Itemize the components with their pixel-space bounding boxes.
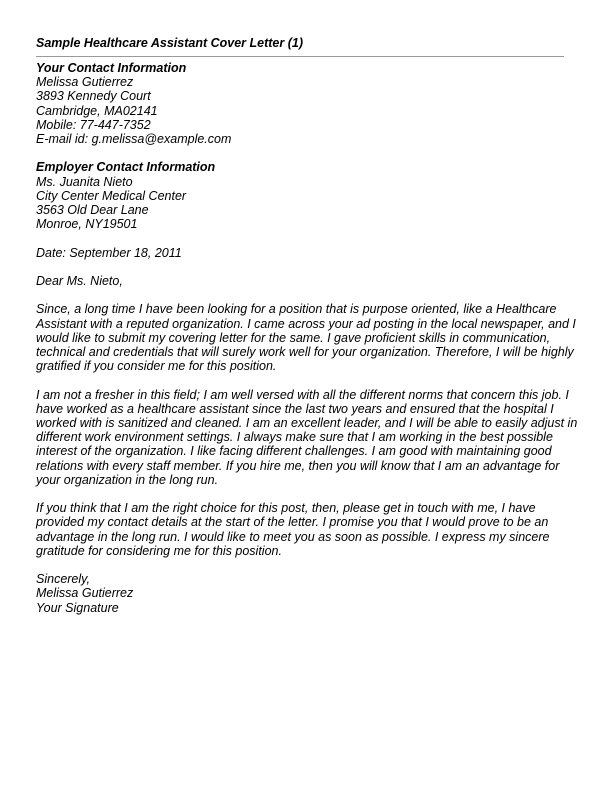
paragraph-line: have worked as a healthcare assistant since the last two years and ensured that the hospital I (36, 401, 554, 416)
spacer (36, 146, 571, 160)
your-contact-email: E-mail id: g.melissa@example.com (36, 132, 232, 147)
paragraph-line: advantage in the long run. I would like to meet you as soon as possible. I express my sincere (36, 529, 550, 544)
letter-body (36, 61, 578, 615)
paragraph-line: technical and credentials that will surely work well for your organization. Therefore, I will be highly (36, 345, 574, 359)
employer-contact-city: Monroe, NY19501 (36, 217, 138, 232)
paragraph-closing (36, 501, 571, 558)
spacer (36, 373, 571, 387)
your-contact-mobile: Mobile: 77-447-7352 (36, 117, 151, 132)
paragraph-line: If you think that I am the right choice for this post, then, please get in touch with me, I have (36, 501, 536, 516)
signature-placeholder: Your Signature (36, 600, 119, 615)
employer-contact-heading: Employer Contact Information (36, 160, 216, 175)
paragraph-line: relations with every staff member. If you hire me, then you will know that I am an advantage for (36, 458, 560, 473)
paragraph-line: gratitude for considering me for this position. (36, 543, 282, 558)
paragraph-line: provided my contact details at the start of the letter. I promise you that I would prove to be an (36, 515, 549, 530)
spacer (36, 260, 571, 274)
employer-contact-street: 3563 Old Dear Lane (36, 203, 149, 218)
title-divider (36, 56, 564, 57)
spacer (36, 231, 571, 245)
paragraph-experience (36, 387, 578, 487)
paragraph-line: would like to submit my covering letter for the same. I gave proficient skills in communication, (36, 330, 551, 345)
paragraph-line: gratified if you consider me for this position. (36, 359, 277, 374)
paragraph-line: I am not a fresher in this field; I am well versed with all the different norms that concern this job. I (36, 387, 569, 402)
your-contact-street: 3893 Kennedy Court (36, 89, 151, 104)
signer-name: Melissa Gutierrez (36, 586, 134, 601)
paragraph-intro (36, 302, 576, 374)
document-title: Sample Healthcare Assistant Cover Letter (1) (36, 36, 303, 50)
salutation: Dear Ms. Nieto, (36, 274, 123, 288)
spacer (36, 288, 571, 302)
your-contact-heading: Your Contact Information (36, 61, 187, 75)
letter-date: Date: September 18, 2011 (36, 245, 182, 260)
spacer (36, 558, 571, 572)
employer-contact-name: Ms. Juanita Nieto (36, 174, 133, 189)
valediction: Sincerely, (36, 572, 90, 587)
paragraph-line: worked with is sanitized and cleaned. I am an excellent leader, and I will be able to easily adjust in (36, 416, 578, 430)
paragraph-line: interest of the organization. I like facing different challenges. I am good with maintaining good (36, 444, 552, 459)
paragraph-line: Since, a long time I have been looking for a position that is purpose oriented, like a Healthcare (36, 302, 557, 317)
spacer (36, 487, 571, 501)
employer-contact-organization: City Center Medical Center (36, 188, 187, 203)
paragraph-line: Assistant with a reputed organization. I came across your ad posting in the local newspaper, and I (36, 316, 576, 331)
your-contact-city: Cambridge, MA02141 (36, 103, 158, 118)
paragraph-line: different work environment settings. I always make sure that I am working in the best possible (36, 430, 553, 445)
paragraph-line: your organization in the long run. (36, 472, 219, 487)
your-contact-name: Melissa Gutierrez (36, 75, 134, 90)
